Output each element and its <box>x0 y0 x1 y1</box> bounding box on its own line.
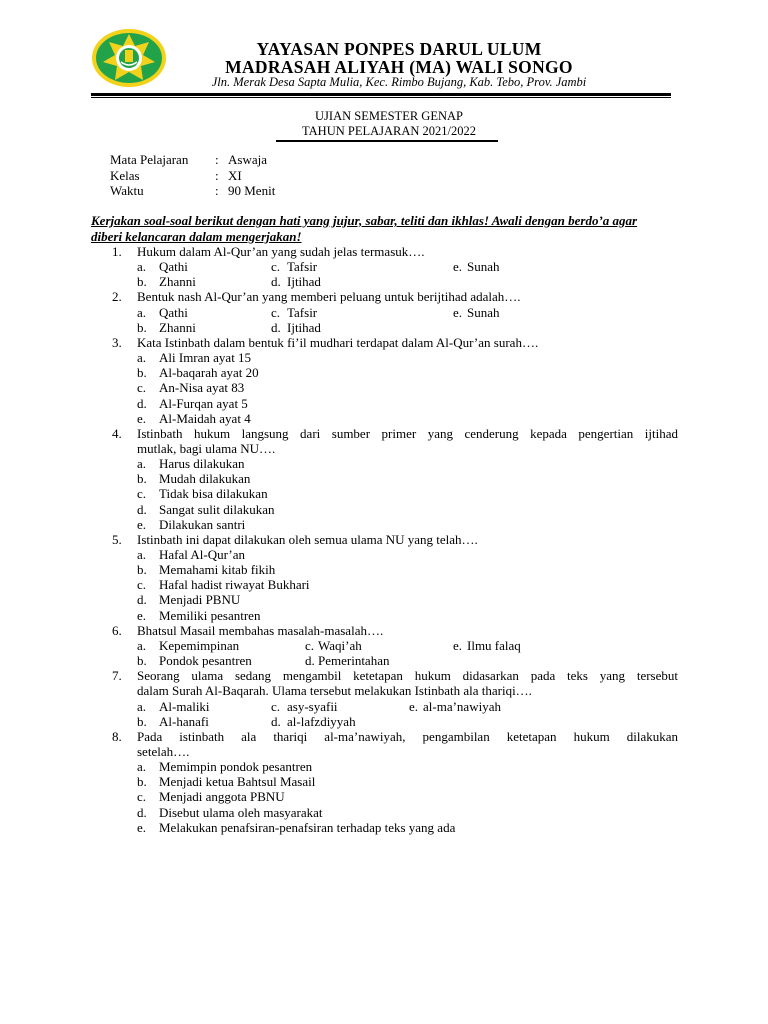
option-letter: b. <box>137 319 147 335</box>
option-letter: c. <box>271 304 281 320</box>
answer-option: Mudah dilakukan <box>159 471 251 487</box>
info-colon: : <box>215 168 219 183</box>
answer-option: Ijtihad <box>287 274 321 290</box>
answer-option: Disebut ulama oleh masyarakat <box>159 804 323 820</box>
option-letter: a. <box>137 698 147 714</box>
exam-title: UJIAN SEMESTER GENAP <box>315 109 463 123</box>
answer-option: Sunah <box>467 259 500 275</box>
exam-instruction: Kerjakan soal-soal berikut dengan hati yang jujur, sabar, teliti dan ikhlas! Awali dengan berdo’a agar diberi kelancaran dalam mengerjakan! <box>91 213 638 244</box>
question-text: Istinbath hukum langsung dari sumber primer yang cenderung kepada pengertian ijtihad <box>137 425 678 441</box>
answer-option: Hafal hadist riwayat Bukhari <box>159 577 310 593</box>
question-number: 4. <box>112 425 122 441</box>
answer-option: Melakukan penafsiran-penafsiran terhadap teks yang ada <box>159 819 456 835</box>
option-letter: b. <box>137 365 147 381</box>
header-divider-thick <box>91 93 671 96</box>
option-letter: a. <box>137 456 147 472</box>
answer-option: Tafsir <box>287 259 318 275</box>
question-text: mutlak, bagi ulama NU…. <box>137 440 276 456</box>
answer-option: Ali Imran ayat 15 <box>159 350 252 366</box>
answer-option: Al-baqarah ayat 20 <box>159 365 259 381</box>
option-letter: c. <box>137 577 147 593</box>
answer-option: Ilmu falaq <box>467 637 521 653</box>
option-letter: c. <box>137 789 147 805</box>
info-colon: : <box>215 152 219 167</box>
option-letter: b. <box>137 562 147 578</box>
question-text: Bhatsul Masail membahas masalah-masalah…. <box>137 622 384 638</box>
answer-option: al-lafzdiyyah <box>287 713 356 729</box>
answer-option: Al-maliki <box>159 698 210 714</box>
question-text: Seorang ulama sedang mengambil ketetapan hukum didasarkan pada teks yang tersebut <box>137 668 678 684</box>
question-number: 6. <box>112 622 122 638</box>
answer-option: Memimpin pondok pesantren <box>159 759 313 775</box>
option-letter: b. <box>137 774 147 790</box>
option-letter: c. <box>137 380 147 396</box>
option-letter: a. <box>137 637 147 653</box>
question-text: setelah…. <box>137 743 190 759</box>
question-number: 1. <box>112 244 122 259</box>
answer-option: Harus dilakukan <box>159 456 245 472</box>
option-letter: e. <box>409 698 419 714</box>
question-text: dalam Surah Al-Baqarah. Ulama tersebut melakukan Istinbath ala thariqi…. <box>137 683 532 699</box>
question-number: 3. <box>112 334 122 350</box>
answer-option: Zhanni <box>159 274 196 290</box>
option-letter: a. <box>137 259 147 275</box>
answer-option: Tidak bisa dilakukan <box>159 486 268 502</box>
answer-option: asy-syafii <box>287 698 338 714</box>
option-letter: d. <box>271 274 281 290</box>
option-letter: a. <box>137 350 147 366</box>
option-letter: d. <box>305 653 315 669</box>
option-letter: d. <box>137 592 147 608</box>
answer-option: Qathi <box>159 259 188 275</box>
answer-option: Al-Maidah ayat 4 <box>159 410 251 426</box>
exam-title-underline <box>276 140 498 142</box>
question-text: Istinbath ini dapat dilakukan oleh semua ulama NU yang telah…. <box>137 531 478 547</box>
option-letter: e. <box>453 637 463 653</box>
answer-option: Al-hanafi <box>159 713 209 729</box>
option-letter: b. <box>137 471 147 487</box>
option-letter: c. <box>305 637 315 653</box>
question-number: 2. <box>112 289 122 305</box>
answer-option: Ijtihad <box>287 319 321 335</box>
info-value: XI <box>228 168 242 183</box>
header-divider-thin <box>91 97 671 98</box>
question-text: Bentuk nash Al-Qur’an yang memberi peluang untuk berijtihad adalah…. <box>137 289 521 305</box>
answer-option: Waqi’ah <box>318 637 362 653</box>
option-letter: e. <box>453 259 463 275</box>
option-letter: a. <box>137 304 147 320</box>
foundation-name: YAYASAN PONPES DARUL ULUM <box>256 39 542 59</box>
answer-option: Menjadi ketua Bahtsul Masail <box>159 774 316 790</box>
option-letter: c. <box>137 486 147 502</box>
answer-option: Sunah <box>467 304 500 320</box>
answer-option: An-Nisa ayat 83 <box>159 380 245 396</box>
option-letter: d. <box>271 319 281 335</box>
answer-option: al-ma’nawiyah <box>423 698 501 714</box>
answer-option: Kepemimpinan <box>159 637 240 653</box>
answer-option: Memiliki pesantren <box>159 607 261 623</box>
school-address: Jln. Merak Desa Sapta Mulia, Kec. Rimbo Bujang, Kab. Tebo, Prov. Jambi <box>211 75 587 89</box>
option-letter: e. <box>137 410 147 426</box>
answer-option: Menjadi PBNU <box>159 592 241 608</box>
option-letter: e. <box>137 607 147 623</box>
question-number: 7. <box>112 668 122 684</box>
answer-option: Pondok pesantren <box>159 653 252 669</box>
question-number: 8. <box>112 728 122 744</box>
question-number: 5. <box>112 531 122 547</box>
info-label: Waktu <box>110 183 144 198</box>
option-letter: b. <box>137 653 147 669</box>
option-letter: d. <box>137 804 147 820</box>
info-label: Mata Pelajaran <box>110 152 189 167</box>
option-letter: d. <box>137 501 147 517</box>
question-text: Hukum dalam Al-Qur’an yang sudah jelas termasuk…. <box>137 244 425 259</box>
info-value: Aswaja <box>228 152 267 167</box>
answer-option: Menjadi anggota PBNU <box>159 789 285 805</box>
option-letter: a. <box>137 547 147 562</box>
option-letter: a. <box>137 759 147 775</box>
answer-option: Dilakukan santri <box>159 516 246 532</box>
question-text: Pada istinbath ala thariqi al-ma’nawiyah, pengambilan ketetapan hukum dilakukan <box>137 728 678 744</box>
answer-option: Tafsir <box>287 304 318 320</box>
option-letter: b. <box>137 713 147 729</box>
info-label: Kelas <box>110 168 140 183</box>
option-letter: e. <box>453 304 463 320</box>
option-letter: e. <box>137 516 147 532</box>
answer-option: Sangat sulit dilakukan <box>159 501 275 517</box>
answer-option: Al-Furqan ayat 5 <box>159 395 248 411</box>
option-letter: d. <box>271 713 281 729</box>
option-letter: e. <box>137 819 147 835</box>
answer-option: Pemerintahan <box>318 653 390 669</box>
question-text: Kata Istinbath dalam bentuk fi’il mudhari terdapat dalam Al-Qur’an surah…. <box>137 334 539 350</box>
option-letter: b. <box>137 274 147 290</box>
answer-option: Memahami kitab fikih <box>159 562 276 578</box>
option-letter: c. <box>271 698 281 714</box>
exam-year: TAHUN PELAJARAN 2021/2022 <box>302 124 476 138</box>
answer-option: Hafal Al-Qur’an <box>159 547 246 562</box>
info-colon: : <box>215 183 219 198</box>
answer-option: Qathi <box>159 304 188 320</box>
option-letter: d. <box>137 395 147 411</box>
answer-option: Zhanni <box>159 319 196 335</box>
school-name: MADRASAH ALIYAH (MA) WALI SONGO <box>225 57 573 77</box>
info-value: 90 Menit <box>228 183 276 198</box>
option-letter: c. <box>271 259 281 275</box>
